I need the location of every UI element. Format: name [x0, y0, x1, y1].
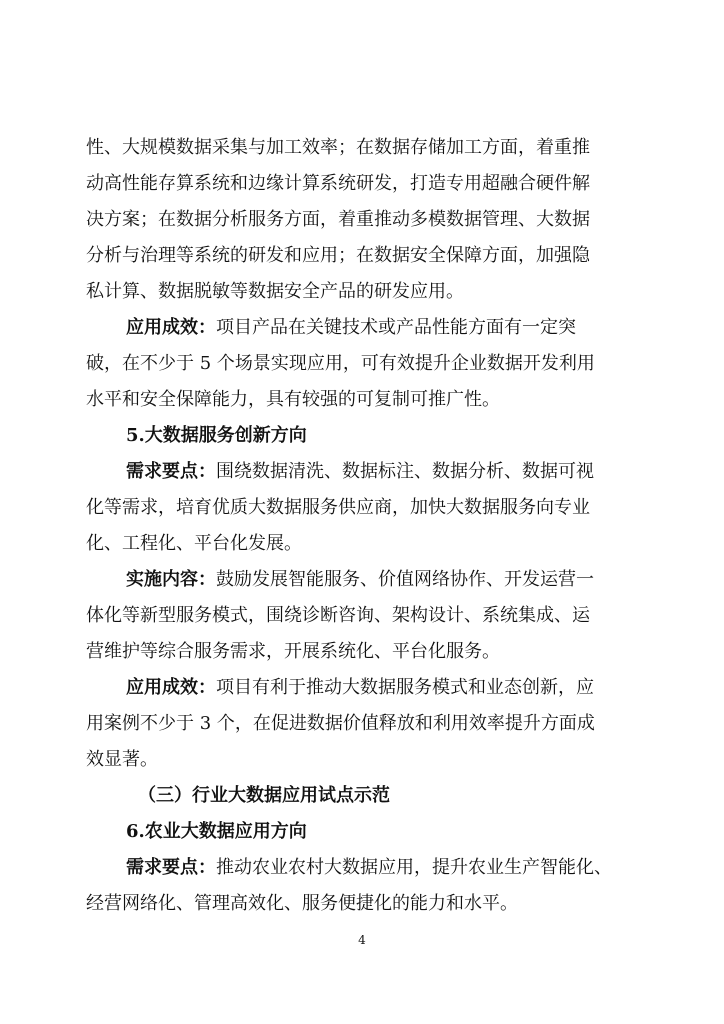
body-line: 经营网络化、管理高效化、服务便捷化的能力和水平。	[86, 893, 518, 914]
body-line: 体化等新型服务模式，围绕诊断咨询、架构设计、系统集成、运	[86, 605, 590, 626]
body-line: 破，在不少于 5 个场景实现应用，可有效提升企业数据开发利用	[86, 353, 595, 374]
body-line: 营维护等综合服务需求，开展系统化、平台化服务。	[86, 641, 500, 662]
paragraph-label: 实施内容：	[126, 569, 216, 590]
paragraph-text: 推动农业农村大数据应用，提升农业生产智能化、	[216, 857, 612, 878]
body-line: 化等需求，培育优质大数据服务供应商，加快大数据服务向专业	[86, 497, 590, 518]
subsection-heading: 6.农业大数据应用方向	[126, 821, 307, 842]
section-heading: （三）行业大数据应用试点示范	[138, 785, 390, 806]
body-line: 分析与治理等系统的研发和应用；在数据安全保障方面，加强隐	[86, 245, 590, 266]
page-number: 4	[358, 933, 366, 947]
body-line: 决方案；在数据分析服务方面，着重推动多模数据管理、大数据	[86, 209, 590, 230]
paragraph-label: 应用成效：	[126, 317, 216, 338]
paragraph-label: 需求要点：	[126, 857, 216, 878]
body-line: 水平和安全保障能力，具有较强的可复制可推广性。	[86, 389, 500, 410]
paragraph-lead-line	[126, 456, 638, 488]
paragraph-lead-line	[126, 564, 638, 596]
paragraph-text: 项目产品在关键技术或产品性能方面有一定突	[216, 317, 576, 338]
body-line: 性、大规模数据采集与加工效率；在数据存储加工方面，着重推	[86, 137, 590, 158]
paragraph-text: 项目有利于推动大数据服务模式和业态创新，应	[216, 677, 594, 698]
paragraph-text: 围绕数据清洗、数据标注、数据分析、数据可视	[216, 461, 594, 482]
body-line: 私计算、数据脱敏等数据安全产品的研发应用。	[86, 281, 464, 302]
body-line: 化、工程化、平台化发展。	[86, 533, 302, 554]
subsection-heading: 5.大数据服务创新方向	[126, 425, 307, 446]
body-line: 动高性能存算系统和边缘计算系统研发，打造专用超融合硬件解	[86, 173, 590, 194]
paragraph-lead-line	[126, 852, 638, 884]
paragraph-lead-line	[126, 672, 638, 704]
paragraph-label: 应用成效：	[126, 677, 216, 698]
paragraph-lead-line	[126, 312, 638, 344]
paragraph-text: 鼓励发展智能服务、价值网络协作、开发运营一	[216, 569, 594, 590]
body-line: 效显著。	[86, 749, 158, 770]
body-line: 用案例不少于 3 个，在促进数据价值释放和利用效率提升方面成	[86, 713, 595, 734]
paragraph-label: 需求要点：	[126, 461, 216, 482]
